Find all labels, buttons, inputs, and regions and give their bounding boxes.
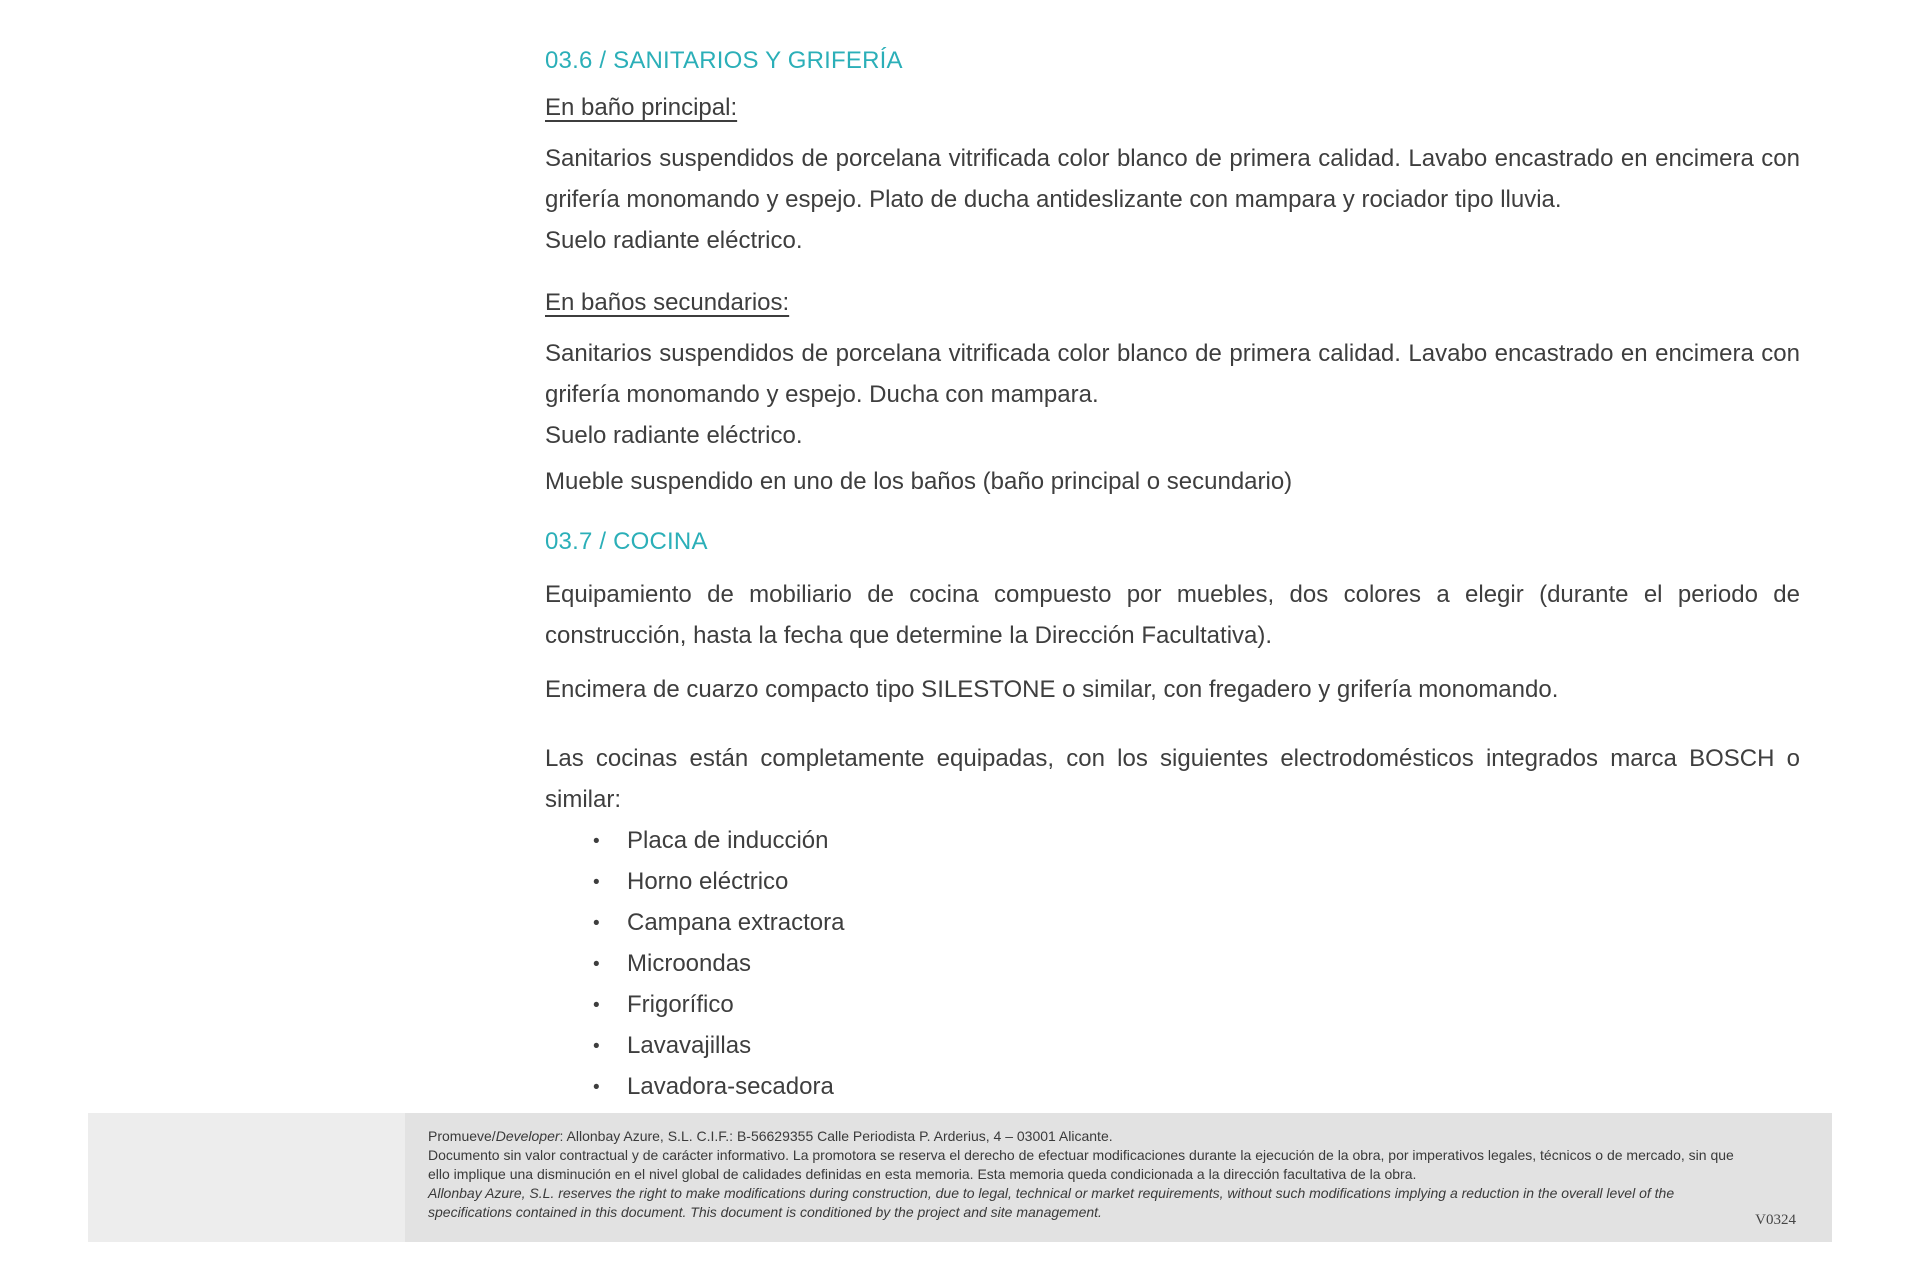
paragraph-sanitarios-principal: Sanitarios suspendidos de porcelana vitrificada color blanco de primera calidad. Lavabo encastrado en encimera con grifería monomando y espejo. Plato de ducha antideslizante con mampara y rociador tipo lluvia.: [545, 145, 1800, 213]
paragraph-electrodomesticos: Las cocinas están completamente equipadas, con los siguientes electrodomésticos integrados marca BOSCH o similar:: [545, 745, 1800, 813]
appliance-item-horno-electrico: • Horno eléctrico: [545, 861, 1800, 902]
subheading-bano-principal: En baño principal:: [545, 94, 738, 121]
legal-text-block: [428, 1127, 1758, 1222]
appliance-item-placa-induccion: • Placa de inducción: [545, 820, 1800, 861]
paragraph-encimera: Encimera de cuarzo compacto tipo SILESTONE o similar, con fregadero y grifería monomando.: [545, 676, 1559, 703]
appliance-list: [545, 820, 1800, 1107]
developer-line-prefix: Promueve/: [428, 1128, 496, 1144]
version-code: V0324: [1755, 1212, 1796, 1228]
footer-text-box: [405, 1113, 1832, 1242]
specifications-content: [545, 46, 1800, 1107]
appliance-item-lavadora-secadora: • Lavadora-secadora: [545, 1066, 1800, 1107]
developer-line-italic: Developer: [495, 1128, 560, 1144]
footer-spacer-box: [88, 1113, 405, 1242]
page-footer: [88, 1113, 1832, 1242]
developer-line-rest: : Allonbay Azure, S.L. C.I.F.: B-56629355 Calle Periodista P. Arderius, 4 – 03001 Alicante.: [559, 1128, 1113, 1144]
paragraph-mueble-suspendido: Mueble suspendido en uno de los baños (baño principal o secundario): [545, 468, 1293, 495]
paragraph-sanitarios-secundarios: Sanitarios suspendidos de porcelana vitrificada color blanco de primera calidad. Lavabo encastrado en encimera con grifería monomando y espejo. Ducha con mampara.: [545, 340, 1800, 408]
developer-line: [428, 1127, 1758, 1146]
paragraph-suelo-radiante-principal: Suelo radiante eléctrico.: [545, 227, 803, 254]
disclaimer-spanish: Documento sin valor contractual y de carácter informativo. La promotora se reserva el derecho de efectuar modificaciones durante la ejecución de la obra, por imperativos legales, técnicos o de mercado, sin que ello implique una disminución en el nivel global de calidades definidas en esta memoria. Esta memoria queda condicionada a la dirección facultativa de la obra.: [428, 1147, 1734, 1182]
paragraph-suelo-radiante-secundario: Suelo radiante eléctrico.: [545, 422, 803, 449]
appliance-item-frigorifico: • Frigorífico: [545, 984, 1800, 1025]
subheading-banos-secundarios: En baños secundarios:: [545, 289, 790, 316]
appliance-item-lavavajillas: • Lavavajillas: [545, 1025, 1800, 1066]
appliance-item-microondas: • Microondas: [545, 943, 1800, 984]
disclaimer-english: Allonbay Azure, S.L. reserves the right to make modifications during construction, due to legal, technical or market requirements, without such modifications implying a reduction in the overall level of the specifications contained in this document. This document is conditioned by the project and site management.: [428, 1185, 1675, 1220]
appliance-item-campana: • Campana extractora: [545, 902, 1800, 943]
paragraph-equipamiento-cocina: Equipamiento de mobiliario de cocina compuesto por muebles, dos colores a elegir (durante el periodo de construcción, hasta la fecha que determine la Dirección Facultativa).: [545, 581, 1800, 649]
section-heading-cocina: 03.7 / COCINA: [545, 528, 708, 555]
section-heading-sanitarios: 03.6 / SANITARIOS Y GRIFERÍA: [545, 47, 903, 74]
